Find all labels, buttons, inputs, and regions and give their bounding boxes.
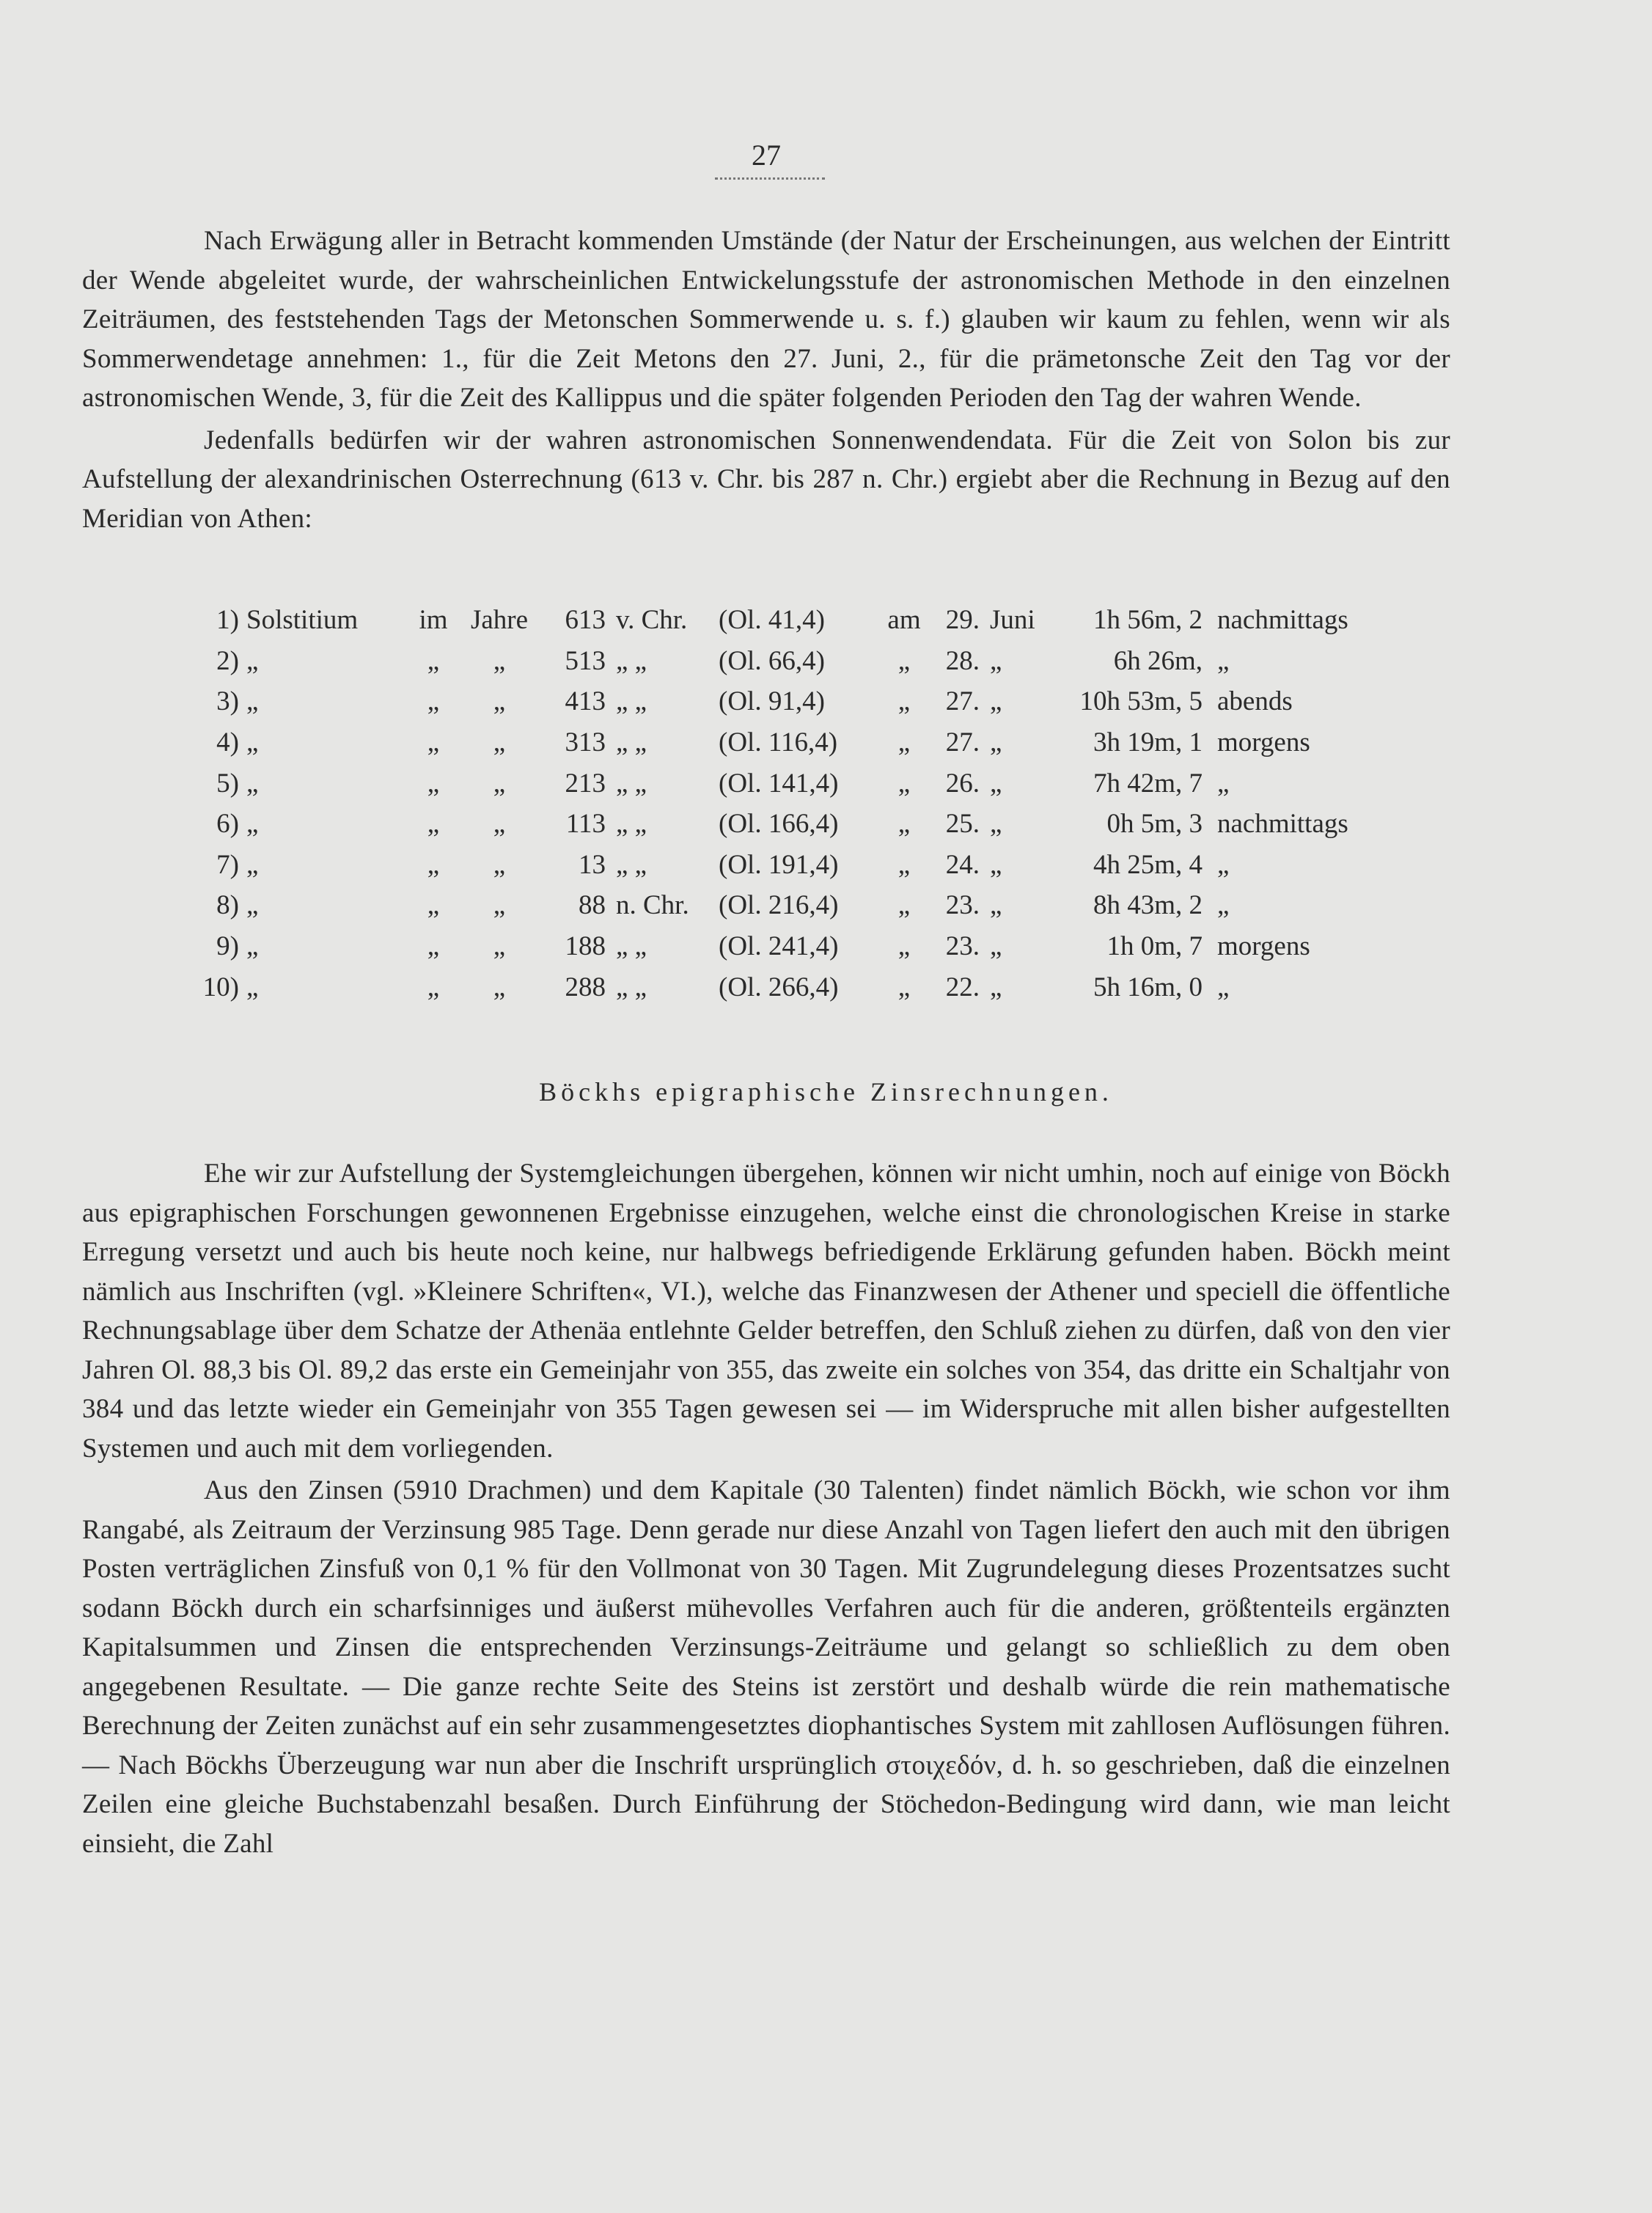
solstice-cell-month: „ <box>990 686 1002 717</box>
solstice-cell-tod: abends <box>1217 686 1293 717</box>
solstice-cell-am: „ <box>897 686 911 717</box>
solstice-cell-era: „ „ <box>616 972 647 1002</box>
solstice-cell-day: 23. <box>945 890 980 921</box>
solstice-cell-year: 613 <box>565 605 606 636</box>
solstice-cell-era: „ „ <box>616 931 647 962</box>
page-number: 27 <box>752 139 781 172</box>
solstice-cell-month: „ <box>990 890 1002 921</box>
solstice-cell-tod: nachmittags <box>1217 605 1348 636</box>
solstice-cell-era: „ „ <box>616 768 647 799</box>
paragraph: Aus den Zinsen (5910 Drachmen) und dem Kapitale (30 Talenten) findet nämlich Böckh, wie schon vor ihm Rangabé, als Zeitraum der Verzinsung 985 Tage. Denn gerade nur diese Anzahl von Tagen liefert den auch mit den übrigen Posten verträglichen Zinsfuß von 0,1 % für den Vollmonat von 30 Tagen. Mit Zugrundelegung dieses Prozentsatzes sucht sodann Böckh durch ein scharfsinniges und äußerst mühevolles Verfahren auch für die anderen, größtenteils ergänzten Kapitalsummen und Zinsen die entsprechenden Verzinsungs-Zeiträume und gelangt so schließlich zu dem oben angegebenen Resultate. — Die ganze rechte Seite des Steins ist zerstört und deshalb würde die rein mathematische Berechnung der Zeiten zunächst auf ein sehr zusammengesetztes diophantisches System mit zahllosen Auflösungen führen. — Nach Böckhs Überzeugung war nun aber die Inschrift ursprünglich στοιχεδόν, d. h. so geschrieben, daß die einzelnen Zeilen eine gleiche Buchstabenzahl besaßen. Durch Einführung der Stöchedon-Bedingung wird dann, wie man leicht einsieht, die Zahl <box>82 1475 1450 1859</box>
solstice-cell-tod: morgens <box>1217 727 1310 758</box>
solstice-cell-day: 24. <box>945 849 980 880</box>
solstice-cell-tod: morgens <box>1217 931 1310 962</box>
solstice-cell-jahre: „ <box>493 768 506 799</box>
solstice-cell-im: „ <box>427 727 440 758</box>
solstice-row <box>180 641 1378 682</box>
paragraph: Jedenfalls bedürfen wir der wahren astronomischen Sonnenwendendata. Für die Zeit von Solon bis zur Aufstellung der alexandrinischen Osterrechnung (613 v. Chr. bis 287 n. Chr.) ergiebt aber die Rechnung in Bezug auf den Meridian von Athen: <box>82 425 1450 534</box>
solstice-cell-label: „ <box>246 890 259 921</box>
solstice-cell-month: „ <box>990 727 1002 758</box>
solstice-cell-tod: „ <box>1217 645 1230 676</box>
solstice-cell-day: 26. <box>945 768 980 799</box>
solstice-cell-day: 27. <box>945 727 980 758</box>
solstice-cell-time: 5h 16m, 0 <box>1093 972 1203 1002</box>
solstice-row <box>180 926 1378 967</box>
solstice-cell-am: „ <box>897 931 911 962</box>
solstice-cell-year: 13 <box>579 849 606 880</box>
solstice-cell-month: „ <box>990 768 1002 799</box>
solstice-cell-n: 9) <box>216 931 239 962</box>
solstice-cell-ol: (Ol. 116,4) <box>719 727 838 758</box>
solstice-cell-time: 6h 26m, <box>1113 645 1203 676</box>
solstice-cell-time: 0h 5m, 3 <box>1106 809 1203 840</box>
solstice-cell-label: „ <box>246 849 259 880</box>
solstice-cell-time: 1h 56m, 2 <box>1093 605 1203 636</box>
solstice-cell-day: 27. <box>945 686 980 717</box>
solstice-cell-label: „ <box>246 931 259 962</box>
solstice-cell-ol: (Ol. 91,4) <box>719 686 825 717</box>
solstice-cell-am: „ <box>897 972 911 1002</box>
solstice-cell-ol: (Ol. 266,4) <box>719 972 839 1002</box>
solstice-cell-jahre: „ <box>493 890 506 921</box>
solstice-cell-jahre: „ <box>493 849 506 880</box>
solstice-cell-time: 1h 0m, 7 <box>1106 931 1203 962</box>
solstice-cell-day: 23. <box>945 931 980 962</box>
solstice-cell-jahre: „ <box>493 727 506 758</box>
solstice-cell-ol: (Ol. 241,4) <box>719 931 839 962</box>
solstice-cell-am: „ <box>897 768 911 799</box>
solstice-cell-am: „ <box>897 645 911 676</box>
solstice-cell-jahre: „ <box>493 972 506 1002</box>
solstice-row <box>180 885 1378 926</box>
solstice-cell-year: 188 <box>565 931 606 962</box>
solstice-cell-label: „ <box>246 645 259 676</box>
solstice-cell-n: 10) <box>202 972 239 1002</box>
solstice-cell-im: „ <box>427 768 440 799</box>
solstice-cell-year: 88 <box>579 890 606 921</box>
solstice-row <box>180 681 1378 722</box>
solstice-cell-day: 28. <box>945 645 980 676</box>
solstice-cell-tod: „ <box>1217 768 1230 799</box>
solstice-cell-year: 413 <box>565 686 606 717</box>
solstice-cell-n: 3) <box>216 686 239 717</box>
solstice-cell-am: „ <box>897 890 911 921</box>
solstice-cell-month: „ <box>990 645 1002 676</box>
solstice-cell-ol: (Ol. 166,4) <box>719 809 839 840</box>
solstice-cell-am: „ <box>897 849 911 880</box>
solstice-cell-tod: „ <box>1217 972 1230 1002</box>
solstice-cell-year: 313 <box>565 727 606 758</box>
solstice-cell-era: „ „ <box>616 727 647 758</box>
solstice-cell-era: „ „ <box>616 809 647 840</box>
solstice-cell-am: „ <box>897 727 911 758</box>
solstice-cell-jahre: „ <box>493 931 506 962</box>
solstice-cell-n: 2) <box>216 645 239 676</box>
solstice-cell-im: „ <box>427 809 440 840</box>
solstice-cell-era: „ „ <box>616 686 647 717</box>
solstice-cell-tod: nachmittags <box>1217 809 1348 840</box>
solstice-cell-n: 6) <box>216 809 239 840</box>
solstice-cell-era: „ „ <box>616 849 647 880</box>
solstice-cell-year: 288 <box>565 972 606 1002</box>
solstice-cell-label: „ <box>246 686 259 717</box>
solstice-cell-n: 8) <box>216 890 239 921</box>
solstice-cell-month: „ <box>990 809 1002 840</box>
solstice-cell-ol: (Ol. 66,4) <box>719 645 825 676</box>
solstice-cell-jahre: Jahre <box>470 605 529 636</box>
solstice-cell-year: 213 <box>565 768 606 799</box>
solstice-table <box>180 600 1378 1008</box>
section-text <box>82 1154 1450 1863</box>
section-heading: Böckhs epigraphische Zinsrechnungen. <box>539 1077 1113 1106</box>
solstice-cell-jahre: „ <box>493 809 506 840</box>
solstice-cell-tod: „ <box>1217 849 1230 880</box>
solstice-cell-ol: (Ol. 141,4) <box>719 768 839 799</box>
solstice-cell-im: „ <box>427 972 440 1002</box>
solstice-cell-jahre: „ <box>493 645 506 676</box>
solstice-cell-n: 4) <box>216 727 239 758</box>
solstice-cell-am: „ <box>897 809 911 840</box>
solstice-cell-ol: (Ol. 191,4) <box>719 849 839 880</box>
solstice-cell-jahre: „ <box>493 686 506 717</box>
paragraph: Nach Erwägung aller in Betracht kommenden Umstände (der Natur der Erscheinungen, aus welchen der Eintritt der Wende abgeleitet wurde, der wahrscheinlichen Entwickelungsstufe der astronomischen Methode in den einzelnen Zeiträumen, des feststehenden Tags der Metonschen Sommerwende u. s. f.) glauben wir kaum zu fehlen, wenn wir als Sommerwendetage annehmen: 1., für die Zeit Metons den 27. Juni, 2., für die prämetonsche Zeit den Tag vor der astronomischen Wende, 3, für die Zeit des Kallippus und die später folgenden Perioden den Tag der wahren Wende. <box>82 226 1450 413</box>
page-number-ornament <box>715 177 825 180</box>
solstice-cell-era: „ „ <box>616 645 647 676</box>
solstice-cell-im: im <box>419 605 448 636</box>
solstice-cell-day: 25. <box>945 809 980 840</box>
solstice-row <box>180 722 1378 763</box>
solstice-row <box>180 804 1378 845</box>
solstice-row <box>180 845 1378 886</box>
solstice-cell-era: n. Chr. <box>616 890 689 921</box>
solstice-cell-day: 22. <box>945 972 980 1002</box>
solstice-cell-label: Solstitium <box>246 605 359 636</box>
solstice-cell-im: „ <box>427 645 440 676</box>
solstice-cell-am: am <box>887 605 921 636</box>
solstice-cell-n: 1) <box>216 605 239 636</box>
solstice-cell-time: 4h 25m, 4 <box>1093 849 1203 880</box>
solstice-cell-time: 3h 19m, 1 <box>1093 727 1203 758</box>
solstice-cell-year: 113 <box>565 809 606 840</box>
solstice-cell-n: 7) <box>216 849 239 880</box>
solstice-cell-month: „ <box>990 931 1002 962</box>
solstice-cell-tod: „ <box>1217 890 1230 921</box>
solstice-cell-month: „ <box>990 972 1002 1002</box>
solstice-cell-label: „ <box>246 972 259 1002</box>
solstice-cell-label: „ <box>246 768 259 799</box>
solstice-cell-ol: (Ol. 216,4) <box>719 890 839 921</box>
solstice-cell-im: „ <box>427 890 440 921</box>
paragraph: Ehe wir zur Aufstellung der Systemgleichungen übergehen, können wir nicht umhin, noch auf einige von Böckh aus epigraphischen Forschungen gewonnenen Ergebnisse einzugehen, welche einst die chronologischen Kreise in starke Erregung versetzt und auch bis heute noch keine, nur halbwegs befriedigende Erklärung gefunden haben. Böckh meint nämlich aus Inschriften (vgl. »Kleinere Schriften«, VI.), welche das Finanzwesen der Athener und speciell die öffentliche Rechnungsablage über dem Schatze der Athenäa entlehnte Gelder betreffen, den Schluß ziehen zu dürfen, daß von den vier Jahren Ol. 88,3 bis Ol. 89,2 das erste ein Gemeinjahr von 355, das zweite ein solches von 354, das dritte ein Schaltjahr von 384 und das letzte wieder ein Gemeinjahr von 355 Tagen gewesen sei — im Widerspruche mit allen bisher aufgestellten Systemen und auch mit dem vorliegenden. <box>82 1159 1450 1464</box>
solstice-cell-ol: (Ol. 41,4) <box>719 605 825 636</box>
solstice-cell-time: 7h 42m, 7 <box>1093 768 1203 799</box>
solstice-cell-day: 29. <box>945 605 980 636</box>
solstice-cell-time: 8h 43m, 2 <box>1093 890 1203 921</box>
solstice-cell-im: „ <box>427 686 440 717</box>
solstice-cell-month: Juni <box>990 605 1035 636</box>
solstice-row <box>180 600 1378 641</box>
solstice-cell-im: „ <box>427 931 440 962</box>
solstice-cell-era: v. Chr. <box>616 605 688 636</box>
solstice-cell-month: „ <box>990 849 1002 880</box>
solstice-row <box>180 763 1378 804</box>
solstice-cell-label: „ <box>246 809 259 840</box>
solstice-cell-label: „ <box>246 727 259 758</box>
solstice-cell-year: 513 <box>565 645 606 676</box>
solstice-cell-time: 10h 53m, 5 <box>1079 686 1203 717</box>
solstice-cell-im: „ <box>427 849 440 880</box>
solstice-cell-n: 5) <box>216 768 239 799</box>
intro-text <box>82 221 1450 538</box>
solstice-row <box>180 966 1378 1008</box>
